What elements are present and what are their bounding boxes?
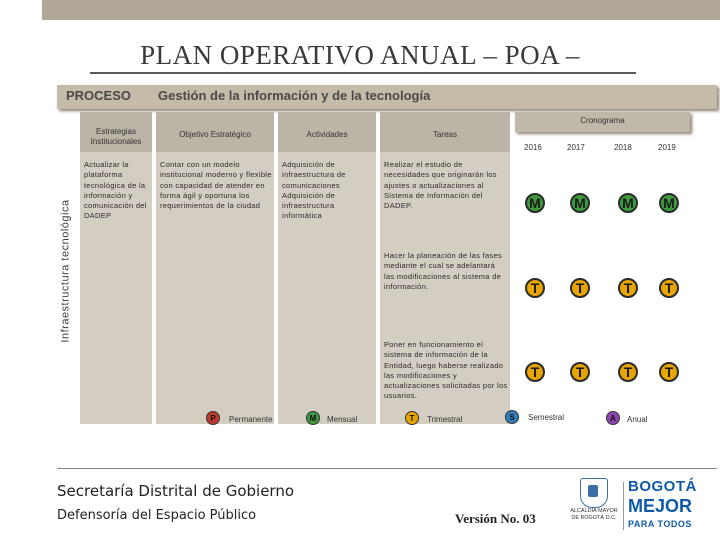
legend-mensual-icon: M — [306, 411, 320, 425]
footer-subtitle: Defensoría del Espacio Público — [57, 508, 257, 523]
footer-title: Secretaría Distrital de Gobierno — [57, 482, 295, 500]
task-2-2018-badge: T — [618, 278, 638, 298]
top-decorative-bar-inner — [42, 0, 720, 20]
task-1-2019-badge: M — [659, 193, 679, 213]
crest-icon — [580, 478, 608, 508]
task-1-2017-badge: M — [570, 193, 590, 213]
bogota-logo-line-2: MEJOR — [628, 496, 693, 516]
year-2016: 2016 — [524, 143, 542, 152]
task-2-text: Hacer la planeación de las fases mediante el cual se adelantará las modificaciones al sistema de información. — [384, 251, 502, 291]
header-actividades: Actividades — [306, 130, 348, 139]
task-1-2018-badge: M — [618, 193, 638, 213]
task-3-2017-badge: T — [570, 362, 590, 382]
task-3-2016-badge: T — [525, 362, 545, 382]
task-1-2016-badge: M — [525, 193, 545, 213]
process-label: PROCESO — [66, 88, 132, 103]
version-label: Versión No. 03 — [455, 511, 536, 526]
legend-permanente-icon: P — [206, 411, 220, 425]
year-2017: 2017 — [567, 143, 585, 152]
task-2-2019-badge: T — [659, 278, 679, 298]
legend-trimestral-label: Trimestral — [427, 415, 463, 424]
header-tareas: Tareas — [432, 130, 457, 139]
header-objetivo: Objetivo Estratégico — [179, 130, 251, 139]
header-estrategias: Estrategias Institucionales — [90, 127, 142, 146]
alcaldia-caption: ALCALDÍA MAYOR DE BOGOTÁ D.C. — [570, 508, 618, 521]
legend-trimestral-icon: T — [405, 411, 419, 425]
task-3-text: Poner en funcionamiento el sistema de información de la Entidad, luego haberse realizado las modificaciones y actualizaciones solicitadas por los usuarios. — [384, 340, 508, 401]
cell-actividades: Adquisición de infraestructura de comunicaciones Adquisición de infraestructura informática — [282, 160, 346, 221]
task-3-2019-badge: T — [659, 362, 679, 382]
page-title: PLAN OPERATIVO ANUAL – POA – — [140, 40, 580, 70]
legend-permanente-label: Permanente — [229, 415, 273, 424]
side-label — [57, 110, 74, 432]
legend-semestral-label: Semestral — [528, 413, 565, 422]
task-1-text: Realizar el estudio de necesidades que originarán los ajustes o actualizaciones al Sistema de Información del DADEP. — [384, 160, 497, 211]
alcaldia-logo — [566, 476, 622, 536]
task-2-2017-badge: T — [570, 278, 590, 298]
task-3-2018-badge: T — [618, 362, 638, 382]
logo-divider — [623, 482, 624, 530]
process-value: Gestión de la información y de la tecnología — [158, 88, 431, 103]
bogota-mejor-logo — [628, 474, 718, 536]
legend-semestral-icon: S — [505, 410, 519, 424]
side-label-text: Infraestructura tecnológica — [59, 199, 72, 343]
footer-divider — [57, 468, 717, 469]
legend-mensual-label: Mensual — [327, 415, 358, 424]
title-underline — [90, 72, 636, 74]
header-cronograma: Cronograma — [580, 116, 625, 125]
legend-anual-label: Anual — [627, 415, 648, 424]
cell-objetivo: Contar con un modelo institucional moderno y flexible con capacidad de atender en forma ágil y oportuna los requerimientos de la ciudad — [160, 160, 272, 211]
bogota-logo-line-3: PARA TODOS — [628, 519, 692, 529]
bogota-logo-line-1: BOGOTÁ — [628, 478, 697, 495]
left-margin — [0, 0, 42, 540]
legend-anual-icon: A — [606, 411, 620, 425]
year-2018: 2018 — [614, 143, 632, 152]
year-2019: 2019 — [658, 143, 676, 152]
top-decorative-bar — [0, 0, 720, 20]
cell-estrategia: Actualizar la plataforma tecnológica de la información y comunicación del DADEP — [84, 160, 147, 221]
task-2-2016-badge: T — [525, 278, 545, 298]
